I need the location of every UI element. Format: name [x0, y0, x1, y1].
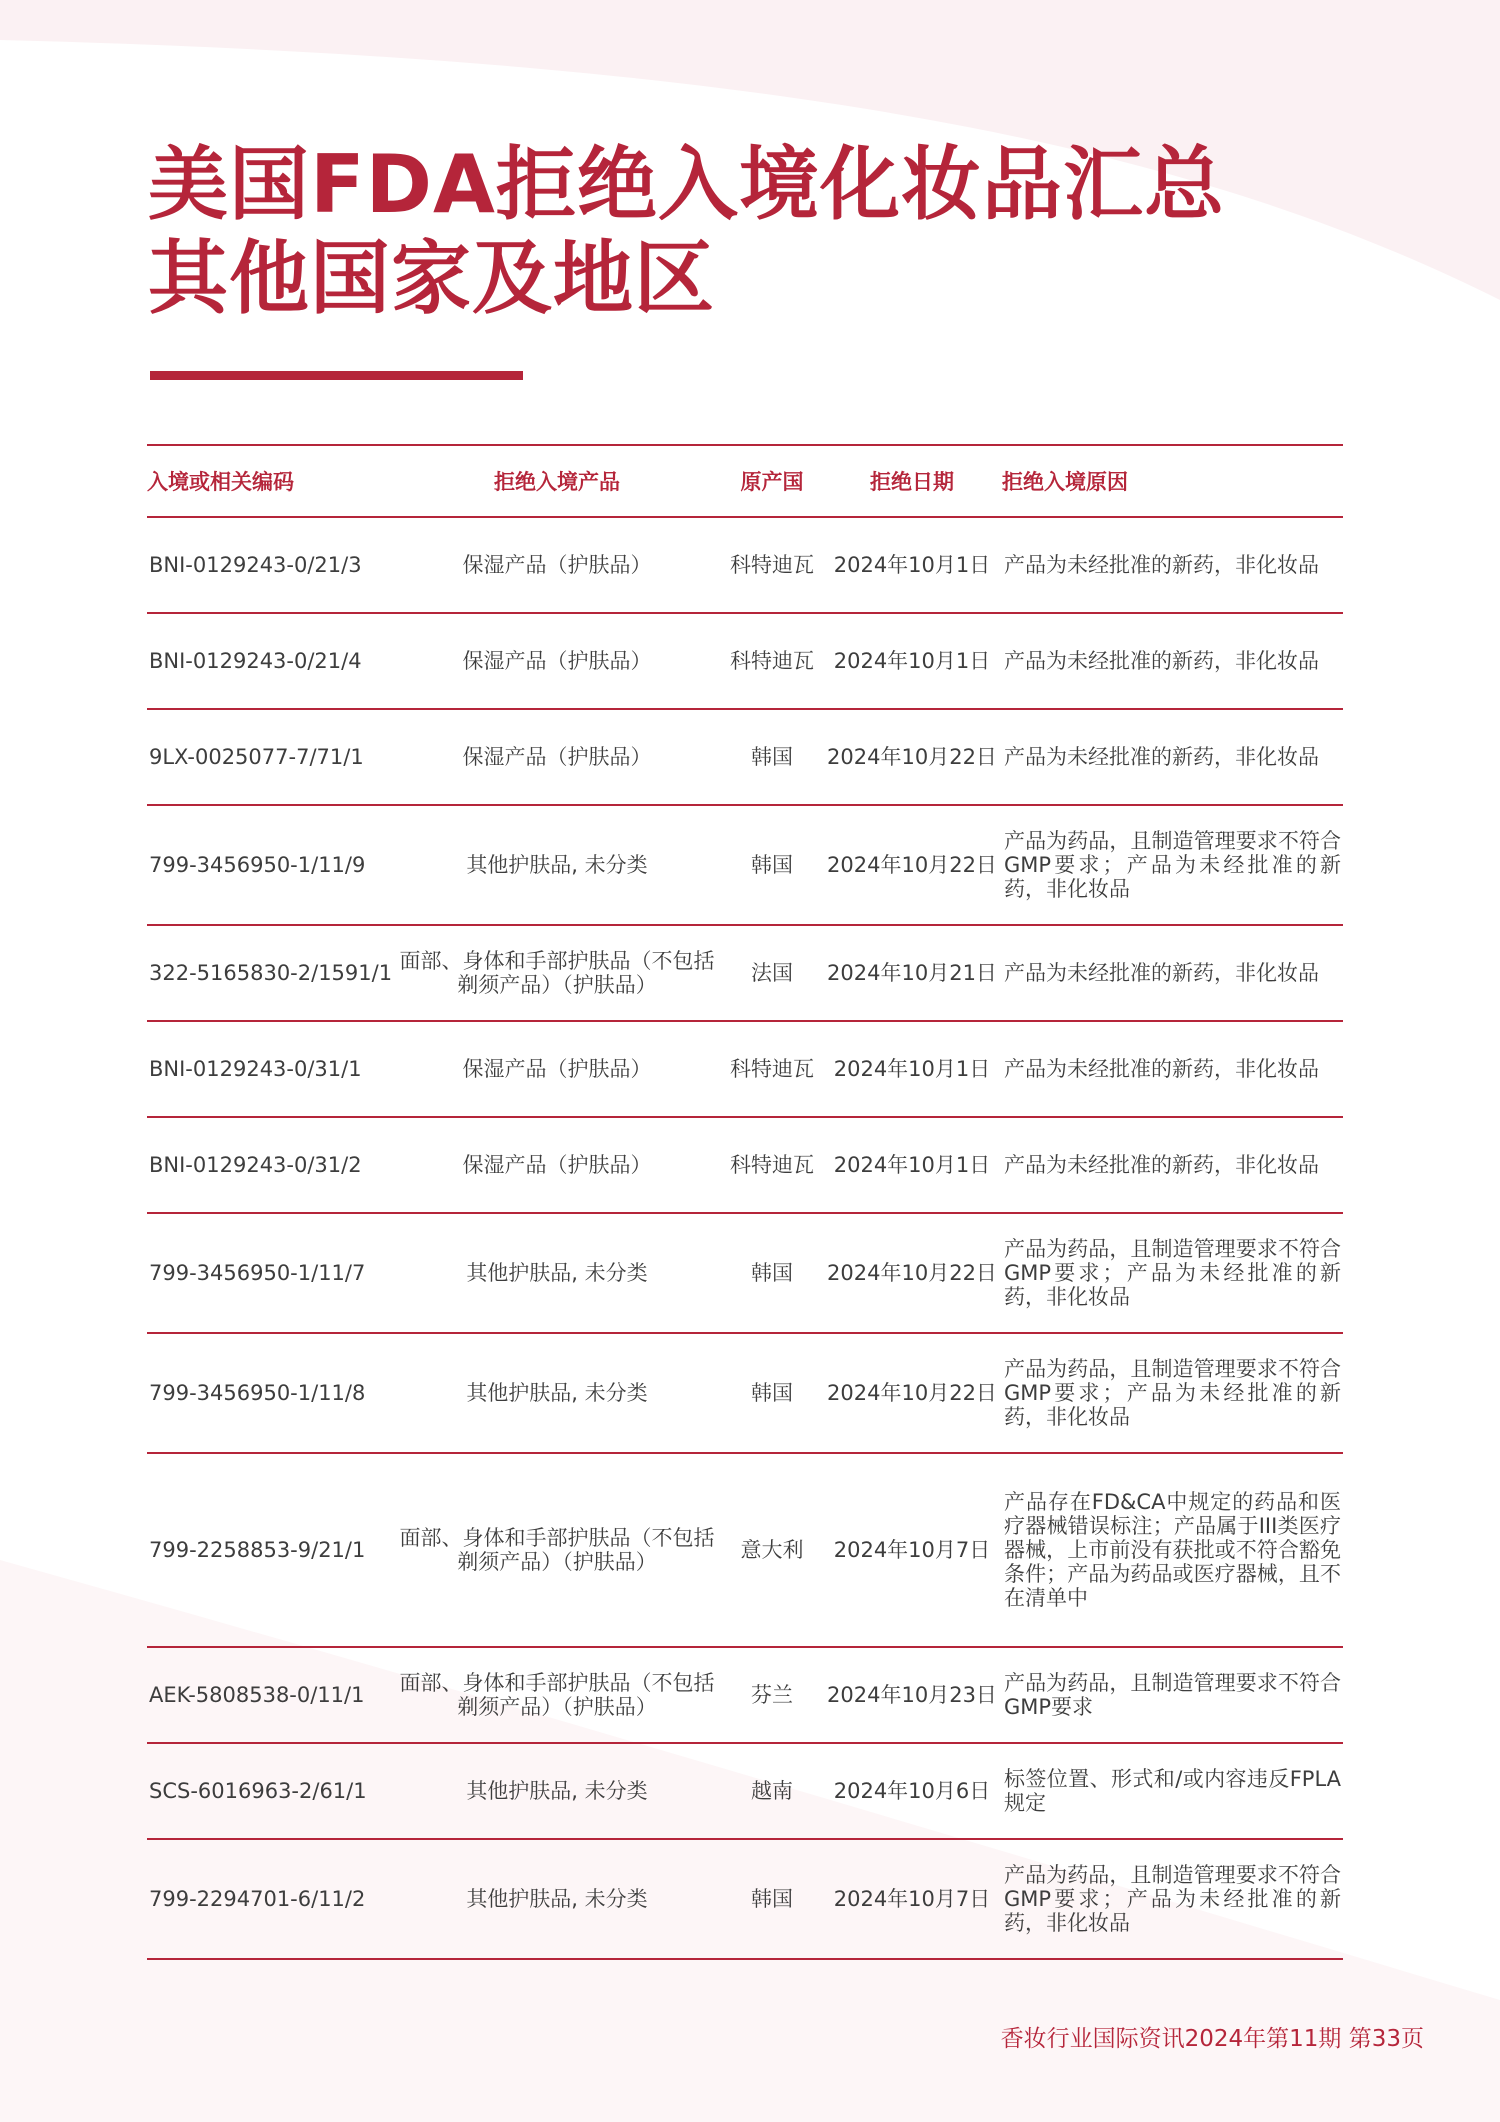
cell-product: 保湿产品（护肤品） — [392, 613, 722, 709]
cell-reason: 标签位置、形式和/或内容违反FPLA规定 — [1002, 1743, 1343, 1839]
cell-date: 2024年10月22日 — [822, 805, 1002, 925]
title-line-2: 其他国家及地区 — [148, 232, 715, 325]
header-reason: 拒绝入境原因 — [1002, 445, 1343, 517]
cell-product: 面部、身体和手部护肤品（不包括剃须产品）（护肤品） — [392, 1453, 722, 1647]
cell-product: 保湿产品（护肤品） — [392, 1021, 722, 1117]
cell-reason: 产品为未经批准的新药，非化妆品 — [1002, 517, 1343, 613]
cell-code: 9LX-0025077-7/71/1 — [147, 709, 392, 805]
cell-origin: 科特迪瓦 — [722, 613, 822, 709]
cell-reason: 产品为未经批准的新药，非化妆品 — [1002, 709, 1343, 805]
cell-product: 保湿产品（护肤品） — [392, 1117, 722, 1213]
table-row — [147, 1743, 1343, 1839]
cell-reason: 产品为药品，且制造管理要求不符合GMP要求 — [1002, 1647, 1343, 1743]
table-row — [147, 517, 1343, 613]
cell-date: 2024年10月23日 — [822, 1647, 1002, 1743]
cell-code: 799-2258853-9/21/1 — [147, 1453, 392, 1647]
cell-reason: 产品为药品，且制造管理要求不符合GMP要求；产品为未经批准的新药，非化妆品 — [1002, 1333, 1343, 1453]
cell-product: 其他护肤品, 未分类 — [392, 1743, 722, 1839]
cell-origin: 韩国 — [722, 1333, 822, 1453]
cell-reason: 产品为药品，且制造管理要求不符合GMP要求；产品为未经批准的新药，非化妆品 — [1002, 1213, 1343, 1333]
title-line-1: 美国FDA拒绝入境化妆品汇总 — [148, 138, 1225, 231]
table-row — [147, 1453, 1343, 1647]
cell-date: 2024年10月22日 — [822, 1213, 1002, 1333]
cell-date: 2024年10月7日 — [822, 1839, 1002, 1959]
table-row — [147, 805, 1343, 925]
cell-code: 799-3456950-1/11/7 — [147, 1213, 392, 1333]
cell-product: 其他护肤品, 未分类 — [392, 805, 722, 925]
cell-date: 2024年10月1日 — [822, 613, 1002, 709]
header-product: 拒绝入境产品 — [392, 445, 722, 517]
cell-origin: 科特迪瓦 — [722, 1021, 822, 1117]
table-row — [147, 1839, 1343, 1959]
cell-product: 面部、身体和手部护肤品（不包括剃须产品）（护肤品） — [392, 925, 722, 1021]
table-row — [147, 709, 1343, 805]
cell-product: 保湿产品（护肤品） — [392, 709, 722, 805]
cell-origin: 科特迪瓦 — [722, 517, 822, 613]
cell-code: BNI-0129243-0/31/1 — [147, 1021, 392, 1117]
title-underline — [150, 371, 523, 380]
cell-code: BNI-0129243-0/21/3 — [147, 517, 392, 613]
cell-date: 2024年10月21日 — [822, 925, 1002, 1021]
cell-date: 2024年10月22日 — [822, 709, 1002, 805]
header-code: 入境或相关编码 — [147, 445, 392, 517]
cell-origin: 法国 — [722, 925, 822, 1021]
cell-product: 其他护肤品, 未分类 — [392, 1839, 722, 1959]
rejection-table — [147, 444, 1343, 1960]
cell-code: SCS-6016963-2/61/1 — [147, 1743, 392, 1839]
cell-date: 2024年10月1日 — [822, 1117, 1002, 1213]
header-date: 拒绝日期 — [822, 445, 1002, 517]
cell-reason: 产品存在FD&CA中规定的药品和医疗器械错误标注；产品属于III类医疗器械，上市前没有获批或不符合豁免条件；产品为药品或医疗器械，且不在清单中 — [1002, 1453, 1343, 1647]
cell-origin: 芬兰 — [722, 1647, 822, 1743]
cell-product: 保湿产品（护肤品） — [392, 517, 722, 613]
table-row — [147, 1213, 1343, 1333]
table-header-row — [147, 445, 1343, 517]
cell-origin: 意大利 — [722, 1453, 822, 1647]
cell-reason: 产品为未经批准的新药，非化妆品 — [1002, 925, 1343, 1021]
cell-origin: 韩国 — [722, 1213, 822, 1333]
cell-origin: 韩国 — [722, 805, 822, 925]
cell-code: 799-3456950-1/11/8 — [147, 1333, 392, 1453]
cell-code: BNI-0129243-0/31/2 — [147, 1117, 392, 1213]
cell-code: 322-5165830-2/1591/1 — [147, 925, 392, 1021]
cell-origin: 越南 — [722, 1743, 822, 1839]
cell-date: 2024年10月1日 — [822, 1021, 1002, 1117]
table-row — [147, 925, 1343, 1021]
cell-reason: 产品为药品，且制造管理要求不符合GMP要求；产品为未经批准的新药，非化妆品 — [1002, 1839, 1343, 1959]
cell-reason: 产品为未经批准的新药，非化妆品 — [1002, 1117, 1343, 1213]
cell-date: 2024年10月22日 — [822, 1333, 1002, 1453]
cell-product: 其他护肤品, 未分类 — [392, 1213, 722, 1333]
table-row — [147, 1333, 1343, 1453]
page-footer: 香妆行业国际资讯2024年第11期 第33页 — [1000, 2026, 1424, 2052]
cell-date: 2024年10月1日 — [822, 517, 1002, 613]
cell-reason: 产品为药品，且制造管理要求不符合GMP要求；产品为未经批准的新药，非化妆品 — [1002, 805, 1343, 925]
cell-reason: 产品为未经批准的新药，非化妆品 — [1002, 613, 1343, 709]
table-row — [147, 1117, 1343, 1213]
cell-code: BNI-0129243-0/21/4 — [147, 613, 392, 709]
cell-product: 其他护肤品, 未分类 — [392, 1333, 722, 1453]
page-title — [148, 138, 1225, 326]
cell-date: 2024年10月7日 — [822, 1453, 1002, 1647]
cell-origin: 韩国 — [722, 1839, 822, 1959]
header-origin: 原产国 — [722, 445, 822, 517]
cell-origin: 韩国 — [722, 709, 822, 805]
cell-origin: 科特迪瓦 — [722, 1117, 822, 1213]
cell-code: 799-2294701-6/11/2 — [147, 1839, 392, 1959]
table-row — [147, 1647, 1343, 1743]
table-row — [147, 1021, 1343, 1117]
cell-product: 面部、身体和手部护肤品（不包括剃须产品）（护肤品） — [392, 1647, 722, 1743]
cell-code: AEK-5808538-0/11/1 — [147, 1647, 392, 1743]
cell-code: 799-3456950-1/11/9 — [147, 805, 392, 925]
cell-reason: 产品为未经批准的新药，非化妆品 — [1002, 1021, 1343, 1117]
table-row — [147, 613, 1343, 709]
cell-date: 2024年10月6日 — [822, 1743, 1002, 1839]
